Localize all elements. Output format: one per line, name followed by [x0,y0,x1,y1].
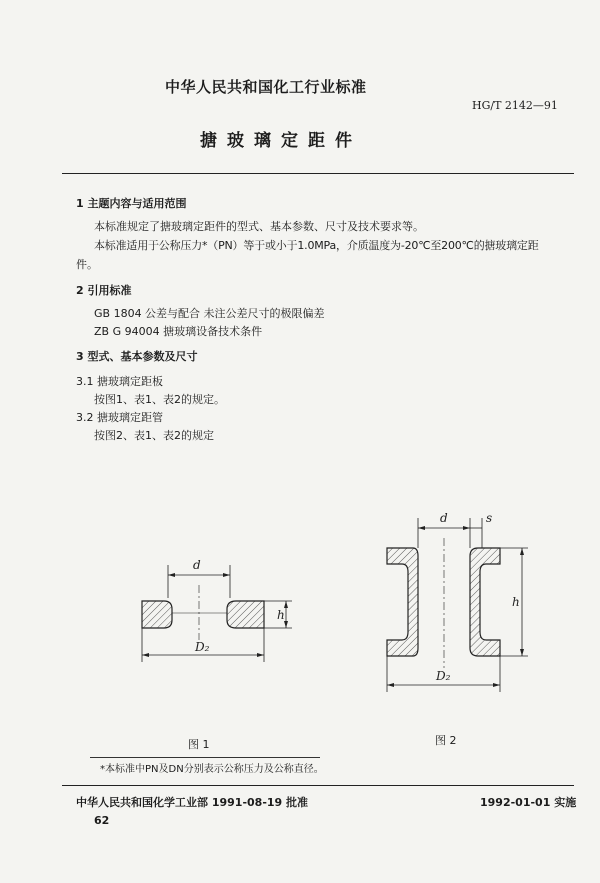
figure-1-caption: 图 1 [188,738,210,751]
implementation-date: 1992-01-01 实施 [480,796,577,809]
standard-code: HG/T 2142—91 [472,99,558,112]
figure-2 [387,518,528,692]
reference-gb-1804: GB 1804 公差与配合 未注公差尺寸的极限偏差 [94,307,325,320]
document-title: 搪玻璃定距件 [200,131,362,151]
fig2-d2-label: D₂ [436,669,451,683]
reference-zb-g-94004: ZB G 94004 搪玻璃设备技术条件 [94,325,263,338]
fig2-d-label: d [440,511,448,525]
fig1-d2-label: D₂ [195,640,210,654]
section-3-2-text: 按图2、表1、表2的规定 [94,429,214,442]
figure-2-caption: 图 2 [435,734,457,747]
approval-line: 中华人民共和国化学工业部 1991-08-19 批准 [76,796,309,809]
section-1-para-2-line-1: 本标准适用于公称压力*（PN）等于或小于1.0MPa，介质温度为-20℃至200℃的搪玻璃定距 [94,239,539,252]
footnote-rule [90,757,320,758]
footnote: *本标准中PN及DN分别表示公称压力及公称直径。 [100,764,324,775]
section-3-1-heading: 3.1 搪玻璃定距板 [76,375,163,388]
section-1-para-1: 本标准规定了搪玻璃定距件的型式、基本参数、尺寸及技术要求等。 [94,220,424,233]
standard-title: 中华人民共和国化工行业标准 [165,78,367,96]
fig1-h-label: h [277,608,285,622]
section-3-heading: 3 型式、基本参数及尺寸 [76,350,198,363]
section-3-2-heading: 3.2 搪玻璃定距管 [76,411,163,424]
section-2-heading: 2 引用标准 [76,284,132,297]
page-number: 62 [94,814,110,827]
fig1-d-label: d [193,558,201,572]
figure-1 [142,565,292,662]
section-1-para-2-line-2: 件。 [76,258,98,271]
section-1-heading: 1 主题内容与适用范围 [76,197,187,210]
fig2-s-label: s [486,511,493,525]
fig2-h-label: h [512,595,520,609]
footer-rule [62,785,574,786]
section-3-1-text: 按图1、表1、表2的规定。 [94,393,225,406]
